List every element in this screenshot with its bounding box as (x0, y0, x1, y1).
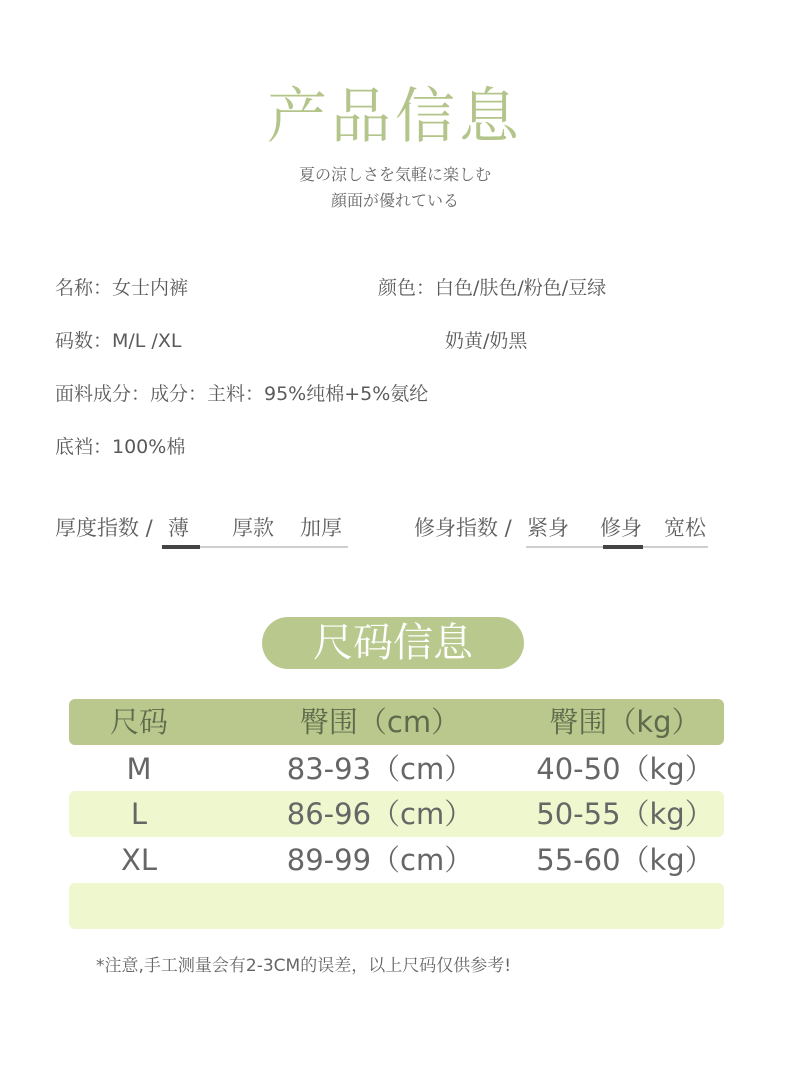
fit-option-slim: 修身 (600, 516, 642, 540)
thickness-option-thin: 薄 (168, 516, 189, 540)
header-size: 尺码 (109, 705, 168, 739)
thickness-option-extra-thick: 加厚 (300, 516, 342, 540)
subtitle-line-2: 顔面が優れている (330, 191, 459, 210)
spec-color-more: 奶黄/奶黑 (445, 330, 528, 352)
table-cell-weight: 40-50（kg） (536, 752, 714, 786)
table-cell-hip: 89-99（cm） (286, 843, 474, 877)
thickness-title: 厚度指数 / (55, 516, 153, 540)
thickness-selected-marker (162, 545, 200, 549)
page-title: 产品信息 (267, 82, 523, 152)
table-cell-hip: 86-96（cm） (286, 797, 474, 831)
spec-crotch: 底裆：100%棉 (55, 436, 186, 458)
thickness-option-thick: 厚款 (232, 516, 274, 540)
table-cell-weight: 50-55（kg） (536, 797, 714, 831)
table-row-empty (69, 883, 724, 929)
measurement-note: *注意,手工测量会有2-3CM的误差，以上尺码仅供参考! (96, 956, 512, 976)
table-row: XL (120, 843, 158, 877)
fit-selected-marker (603, 545, 643, 549)
spec-name: 名称：女士内裤 (55, 277, 189, 299)
spec-material: 面料成分：成分：主料：95%纯棉+5%氨纶 (55, 383, 429, 405)
size-info-title: 尺码信息 (262, 617, 524, 669)
spec-size: 码数：M/L /XL (55, 330, 182, 352)
fit-option-tight: 紧身 (527, 516, 569, 540)
header-weight-kg: 臀围（kg） (549, 705, 701, 739)
header-hip-cm: 臀围（cm） (299, 705, 461, 739)
table-cell-weight: 55-60（kg） (536, 843, 714, 877)
spec-color: 颜色：白色/肤色/粉色/豆绿 (378, 277, 607, 299)
subtitle-line-1: 夏の涼しさを気軽に楽しむ (298, 165, 491, 184)
table-cell-hip: 83-93（cm） (286, 752, 474, 786)
table-row: L (130, 797, 148, 831)
fit-title: 修身指数 / (414, 516, 512, 540)
table-row: M (126, 752, 152, 786)
fit-option-loose: 宽松 (664, 516, 706, 540)
